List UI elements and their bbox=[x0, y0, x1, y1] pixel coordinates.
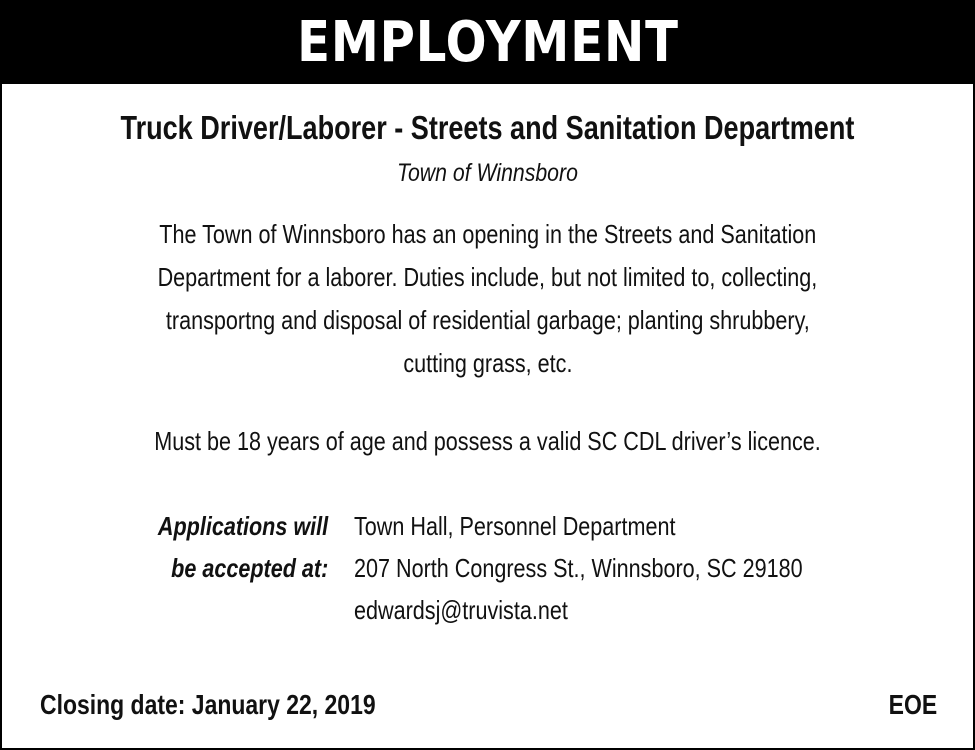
description-line-text: Department for a laborer. Duties include, but not limited to, collecting, bbox=[157, 262, 818, 292]
description-line-text: transportng and disposal of residential garbage; planting shrubbery, bbox=[165, 305, 810, 335]
banner-title: EMPLOYMENT bbox=[296, 10, 679, 75]
address-email bbox=[354, 589, 895, 631]
job-requirement-text: Must be 18 years of age and possess a valid SC CDL driver’s licence. bbox=[154, 426, 821, 456]
address-email-text: edwardsj@truvista.net bbox=[354, 595, 568, 625]
description-line-text: cutting grass, etc. bbox=[402, 348, 573, 378]
description-line bbox=[2, 299, 973, 342]
address-office-text: Town Hall, Personnel Department bbox=[354, 511, 676, 541]
eoe-label bbox=[878, 685, 937, 725]
employer-name bbox=[2, 155, 973, 191]
description-line-text: The Town of Winnsboro has an opening in the Streets and Sanitation bbox=[158, 219, 817, 249]
address-street-text: 207 North Congress St., Winnsboro, SC 29180 bbox=[354, 553, 803, 583]
address-office bbox=[354, 505, 895, 547]
closing-date bbox=[40, 685, 449, 725]
eoe-text: EOE bbox=[888, 689, 937, 720]
job-description bbox=[2, 213, 973, 385]
closing-date-text: Closing date: January 22, 2019 bbox=[40, 689, 376, 720]
applications-label-line bbox=[123, 505, 328, 547]
description-line bbox=[2, 342, 973, 385]
job-title bbox=[2, 106, 973, 150]
applications-label bbox=[123, 505, 328, 589]
applications-label-line bbox=[123, 547, 328, 589]
employer-name-text: Town of Winnsboro bbox=[397, 159, 578, 187]
applications-label-text: be accepted at: bbox=[170, 553, 328, 583]
description-line bbox=[2, 213, 973, 256]
applications-label-text: Applications will bbox=[157, 511, 328, 541]
job-requirement bbox=[2, 420, 973, 463]
job-title-text: Truck Driver/Laborer - Streets and Sanitation Department bbox=[120, 109, 855, 146]
applications-address bbox=[354, 505, 895, 631]
address-street bbox=[354, 547, 895, 589]
employment-banner bbox=[2, 2, 973, 84]
description-line bbox=[2, 256, 973, 299]
